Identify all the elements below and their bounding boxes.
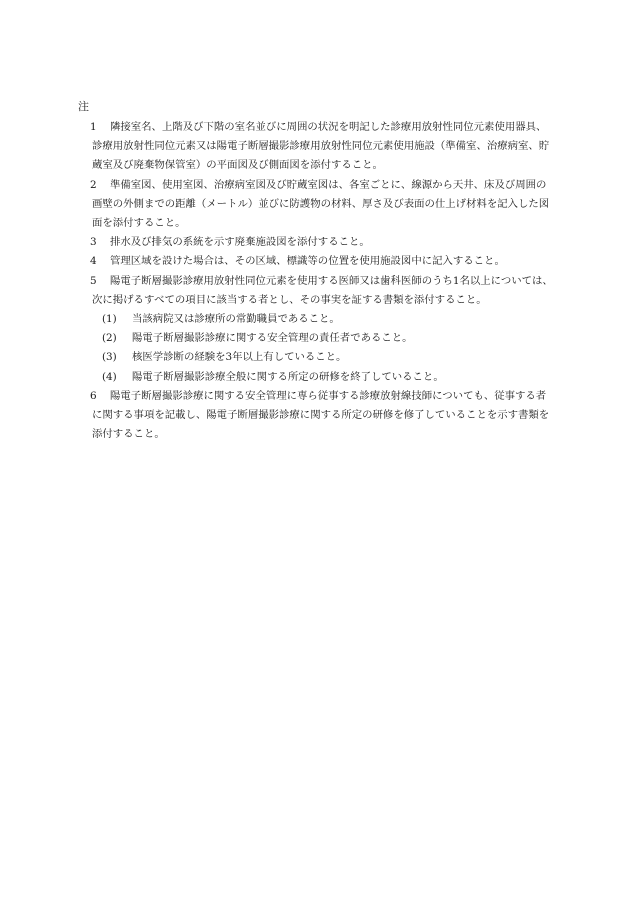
note-number: 1 — [90, 121, 97, 133]
note-subitem-3 — [78, 348, 554, 367]
note-item-6 — [78, 387, 554, 445]
note-number: 4 — [90, 255, 97, 268]
note-number: 6 — [90, 389, 97, 402]
note-item-5 — [78, 272, 554, 310]
subitem-number: (3) — [102, 351, 117, 364]
subitem-number: (1) — [102, 313, 117, 326]
note-text: 隣接室名、上階及び下階の室名並びに周囲の状況を明記した診療用放射性同位元素使用器具、診療用放射性同位元素又は陽電子断層撮影診療用放射性同位元素使用施設（準備室、治療病室、貯蔵室及び廃棄物保管室）の平面図及び側面図を添付すること。 — [92, 121, 550, 172]
subitem-text: 核医学診断の経験を3年以上有していること。 — [132, 351, 347, 364]
subitem-text: 陽電子断層撮影診療全般に関する所定の研修を終了していること。 — [132, 370, 444, 383]
note-number: 5 — [90, 274, 97, 287]
note-text: 準備室図、使用室図、治療病室図及び貯蔵室図は、各室ごとに、線源から天井、床及び周囲の画壁の外側までの距離（メートル）並びに防護物の材料、厚さ及び表面の仕上げ材料を記入した図面を添付すること。 — [92, 178, 550, 230]
note-subitem-1 — [78, 310, 554, 329]
note-item-2 — [78, 176, 554, 234]
note-text: 陽電子断層撮影診療用放射性同位元素を使用する医師又は歯科医師のうち1名以上については、次に掲げるすべての項目に該当する者とし、その事実を証する書類を添付すること。 — [92, 274, 553, 306]
notes-heading: 注 — [78, 100, 89, 113]
note-item-1 — [78, 118, 554, 176]
subitem-number: (4) — [102, 370, 117, 383]
subitem-text: 陽電子断層撮影診療に関する安全管理の責任者であること。 — [132, 332, 413, 345]
note-text: 陽電子断層撮影診療に関する安全管理に専ら従事する診療放射線技師についても、従事する者に関する事項を記載し、陽電子断層撮影診療に関する所定の研修を修了していることを示す書類を添付すること。 — [92, 389, 550, 441]
note-number: 2 — [90, 178, 97, 191]
note-item-3 — [78, 233, 554, 252]
note-text: 管理区域を設けた場合は、その区域、標識等の位置を使用施設図中に記入すること。 — [110, 255, 505, 268]
note-subitem-4 — [78, 368, 554, 387]
note-number: 3 — [90, 236, 97, 249]
subitem-text: 当該病院又は診療所の常勤職員であること。 — [132, 313, 340, 326]
note-item-4 — [78, 252, 554, 271]
notes-list — [78, 118, 554, 444]
note-text: 排水及び排気の系統を示す廃棄施設図を添付すること。 — [110, 236, 370, 249]
subitem-number: (2) — [102, 332, 117, 345]
note-subitem-2 — [78, 329, 554, 348]
